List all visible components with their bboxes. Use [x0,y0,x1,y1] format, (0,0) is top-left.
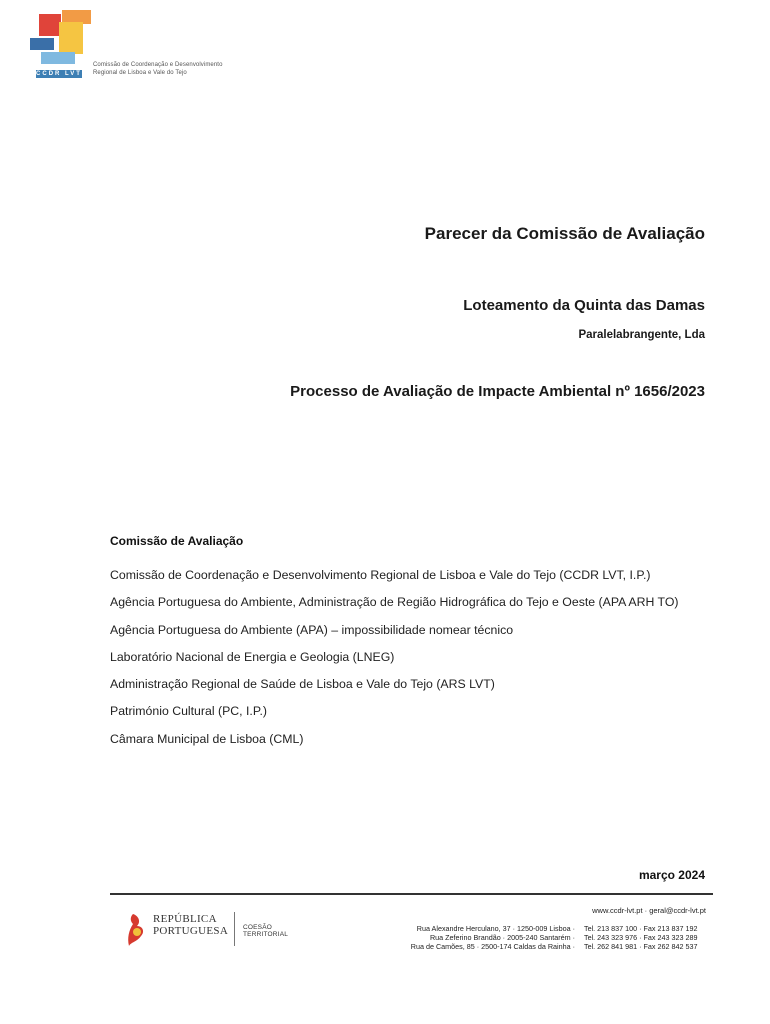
logo-org-line1: Comissão de Coordenação e Desenvolvimento [93,62,223,68]
list-item: Agência Portuguesa do Ambiente (APA) – impossibilidade nomear técnico [110,622,514,637]
address-caldas: Rua de Camões, 85 · 2500-174 Caldas da Rainha · [410,942,575,951]
logo-org-line2: Regional de Lisboa e Vale do Tejo [93,70,187,76]
list-item: Património Cultural (PC, I.P.) [110,704,267,719]
footer-divider [110,893,713,895]
logo-divider [234,912,235,946]
logo-tag: CCDR LVT [36,71,82,77]
ministry-name: COESÃO TERRITORIAL [243,924,289,938]
list-item: Laboratório Nacional de Energia e Geologia (LNEG) [110,649,395,664]
process-number: Processo de Avaliação de Impacte Ambiental nº 1656/2023 [290,383,705,400]
ccdr-lvt-logo [30,10,223,80]
project-name: Loteamento da Quinta das Damas [463,297,705,314]
address-lisboa: Rua Alexandre Herculano, 37 · 1250-009 Lisboa · [416,924,575,933]
list-item: Agência Portuguesa do Ambiente, Administração de Região Hidrográfica do Tejo e Oeste (APA ARH TO) [110,595,679,610]
republic-name-line2: PORTUGUESA [153,925,229,937]
republic-emblem-icon [127,912,149,948]
page-title: Parecer da Comissão de Avaliação [424,224,705,243]
phone-lisboa: Tel. 213 837 100 · Fax 213 837 192 [584,924,698,933]
list-item: Câmara Municipal de Lisboa (CML) [110,731,304,746]
republic-name-line1: REPÚBLICA [153,913,217,925]
ccdr-logo-mark-icon [30,10,92,68]
list-item: Administração Regional de Saúde de Lisboa e Vale do Tejo (ARS LVT) [110,677,495,692]
republica-portuguesa-logo [127,910,307,950]
commission-member-list [110,566,678,757]
address-santarem: Rua Zeferino Brandão · 2005-240 Santarém · [429,933,575,942]
company-name: Paralelabrangente, Lda [578,329,705,341]
list-item: Comissão de Coordenação e Desenvolvimento Regional de Lisboa e Vale do Tejo (CCDR LVT, I.P.) [110,568,651,582]
republic-name [153,913,228,937]
phone-caldas: Tel. 262 841 981 · Fax 262 842 537 [584,942,698,951]
contact-web-email: www.ccdr-lvt.pt · geral@ccdr-lvt.pt [592,906,706,915]
commission-heading: Comissão de Avaliação [110,534,244,548]
phone-santarem: Tel. 243 323 976 · Fax 243 323 289 [584,933,698,942]
document-date: março 2024 [638,868,705,882]
